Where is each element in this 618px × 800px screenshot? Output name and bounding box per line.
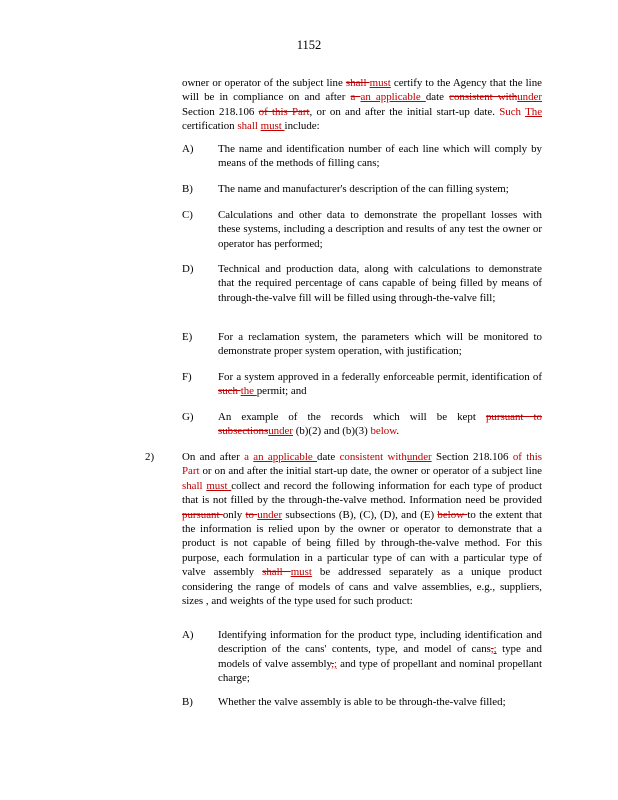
- inserted-text: under: [406, 451, 432, 463]
- item-text: [218, 182, 542, 196]
- marked-text: shall: [182, 479, 207, 492]
- deleted-text: consistent with: [449, 91, 518, 104]
- item-text: [218, 142, 542, 171]
- marked-text: consistent with: [339, 451, 407, 463]
- inserted-text: an applicable: [360, 91, 426, 104]
- text-run: The name and identification number of each line which will comply by means of the methods of filling cans;: [218, 143, 542, 170]
- text-run: date: [317, 451, 340, 463]
- deleted-text: pursuant: [182, 508, 223, 521]
- text-run: Identifying information for the product type, including identification and description of the cans' contents, type, and model of cans: [218, 629, 542, 656]
- text-run: certify to the Agency that the line will be in compliance on and after: [182, 77, 542, 104]
- item-text: [218, 628, 542, 686]
- item-text: [218, 208, 542, 251]
- inserted-text: under: [257, 508, 283, 521]
- text-run: type and models of valve assembly: [218, 643, 542, 670]
- text-run: to the extent that the information is relied upon by the owner or operator to demonstrate that a product is not capable of being filled by through-the-valve method. For this purpose, each formulation in a particular type of can with a particular type of valve assembly: [182, 508, 542, 579]
- item-text: [218, 695, 542, 709]
- text-run: Technical and production data, along with calculations to demonstrate that the required percentage of cans capable of being filled by means of through-the-valve fill will be filled using through-the-valve fill;: [218, 263, 542, 304]
- deleted-text: a: [350, 91, 361, 104]
- inserted-text: must: [290, 566, 312, 579]
- item-text: [218, 330, 542, 359]
- deleted-text: to: [245, 508, 258, 521]
- text-run: collect and record the following information for each type of product that is not filled by the through-the-valve method. Information need be provided: [182, 479, 542, 507]
- marked-text: below: [370, 425, 397, 438]
- item-label: B): [182, 183, 193, 195]
- item-text: [218, 370, 542, 399]
- text-run: and type of propellant and nominal propellant charge;: [218, 657, 543, 685]
- text-run: Section 218.106: [182, 105, 259, 118]
- text-run: On and after: [182, 451, 245, 463]
- text-run: owner or operator of the subject line: [182, 77, 346, 89]
- inserted-text: The: [525, 105, 543, 118]
- text-run: Calculations and other data to demonstrate the propellant losses with these systems, including a description and results of any test the owner or operator has performed;: [218, 209, 542, 250]
- item-label: A): [182, 629, 194, 641]
- deleted-text: shall: [262, 566, 291, 579]
- deleted-text: ,: [331, 657, 334, 670]
- item-label: E): [182, 331, 193, 343]
- text-run: .: [396, 425, 400, 438]
- text-run: only: [222, 508, 246, 521]
- item-label: G): [182, 411, 194, 423]
- inserted-text: under: [268, 425, 294, 438]
- deleted-text: pursuant to subsections: [218, 411, 542, 438]
- text-run: be addressed separately as a unique product considering the range of models of cans and valve assemblies, e.g., suppliers, sizes , and weights of the type used for such product:: [182, 566, 543, 608]
- text-run: date: [425, 91, 450, 104]
- deleted-text: such: [218, 385, 241, 398]
- text-run: , or on and after the initial start-up date.: [309, 105, 500, 118]
- inserted-text: an applicable: [253, 451, 318, 463]
- text-run: The name and manufacturer's description of the can filling system;: [218, 183, 509, 195]
- text-run: permit; and: [256, 385, 307, 398]
- inserted-text: the: [240, 385, 257, 398]
- intro-paragraph: [182, 76, 542, 134]
- section-2-paragraph: [182, 450, 542, 608]
- text-run: subsections (B), (C), (D), and (E): [282, 508, 438, 521]
- deleted-text: of this Part: [258, 105, 310, 118]
- item-label: D): [182, 263, 194, 275]
- inserted-text: must: [369, 77, 391, 89]
- text-run: Whether the valve assembly is able to be through-the-valve filled;: [218, 696, 506, 708]
- deleted-text: below: [437, 508, 468, 521]
- deleted-text: ,: [490, 643, 494, 656]
- text-run: For a reclamation system, the parameters which will be monitored to demonstrate proper system operation, with justification;: [218, 331, 542, 358]
- marked-text: a: [244, 451, 254, 463]
- text-run: (b)(2) and (b)(3): [293, 425, 371, 438]
- text-run: For a system approved in a federally enforceable permit, identification of: [218, 371, 542, 383]
- item-label: B): [182, 696, 193, 708]
- marked-text: shall: [237, 120, 261, 133]
- item-text: [218, 262, 542, 305]
- marked-text: of this Part: [182, 451, 542, 478]
- item-label: F): [182, 371, 192, 383]
- section-label: 2): [145, 451, 155, 463]
- deleted-text: shall: [345, 77, 370, 89]
- item-label: C): [182, 209, 193, 221]
- inserted-text: must: [260, 120, 285, 133]
- inserted-text: ;: [493, 643, 497, 656]
- inserted-text: must: [206, 479, 232, 492]
- item-label: A): [182, 143, 194, 155]
- inserted-text: ;: [333, 657, 338, 670]
- text-run: Section 218.106: [431, 451, 513, 463]
- text-run: certification: [182, 120, 238, 133]
- item-text: [218, 410, 542, 439]
- text-run: An example of the records which will be kept: [218, 411, 486, 423]
- inserted-text: under: [517, 91, 542, 104]
- marked-text: Such: [499, 105, 526, 118]
- page-number: 1152: [296, 38, 322, 52]
- text-run: or on and after the initial start-up date, the owner or operator of a subject line: [199, 465, 542, 478]
- text-run: include:: [284, 120, 320, 133]
